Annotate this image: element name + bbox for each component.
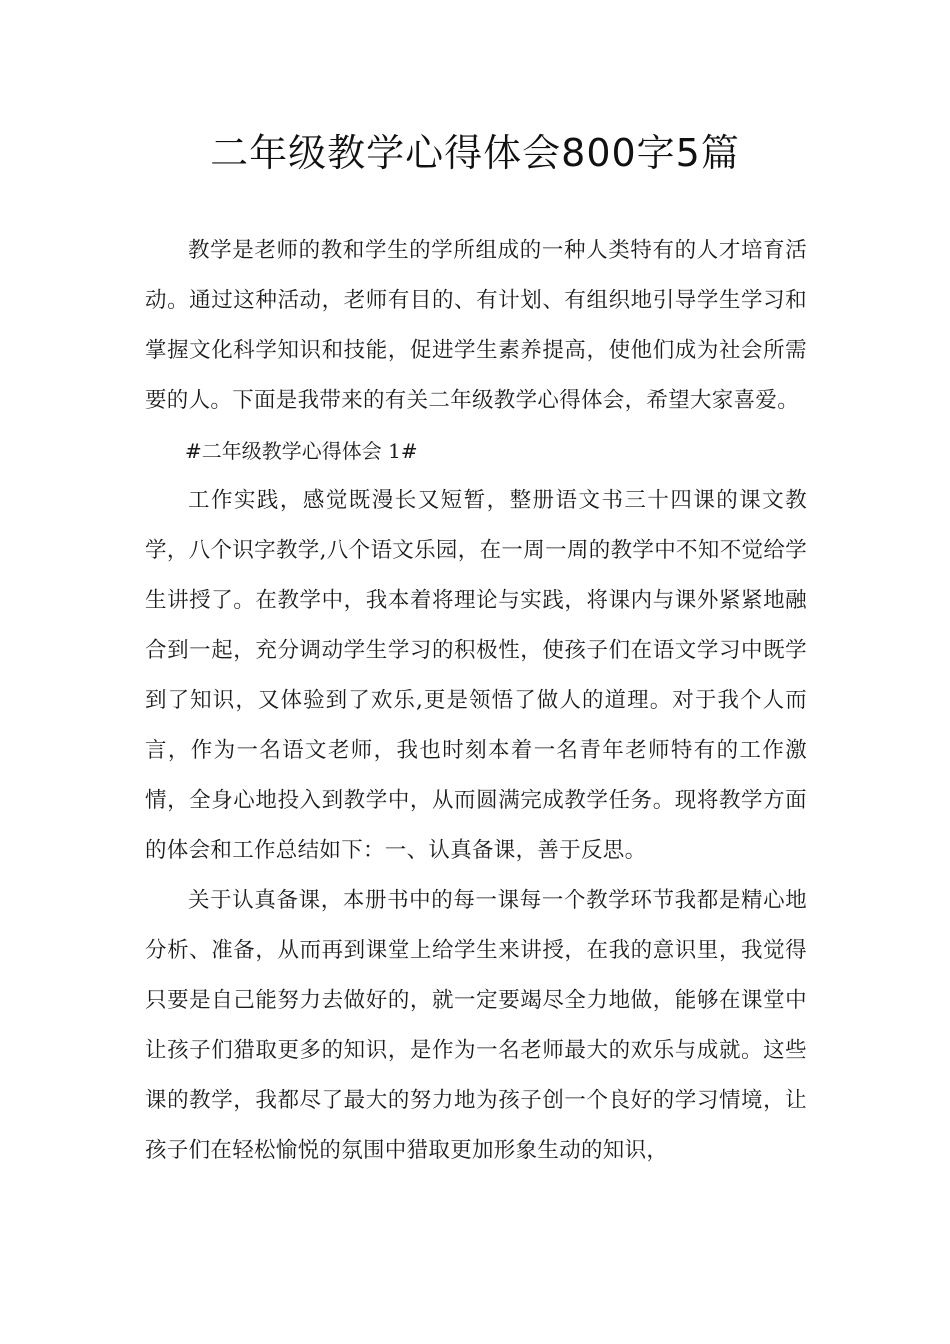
body-paragraph-2: 关于认真备课，本册书中的每一课每一个教学环节我都是精心地分析、准备，从而再到课堂上给学生来讲授，在我的意识里，我觉得只要是自己能努力去做好的，就一定要竭尽全力地做，能够在课堂中让孩子们猎取更多的知识，是作为一名老师最大的欢乐与成就。这些课的教学，我都尽了最大的努力地为孩子创一个良好的学习情境，让孩子们在轻松愉悦的氛围中猎取更加形象生动的知识， [145,888,807,1163]
body-paragraph-1: 工作实践，感觉既漫长又短暂，整册语文书三十四课的课文教学，八个识字教学,八个语文乐园，在一周一周的教学中不知不觉给学生讲授了。在教学中，我本着将理论与实践，将课内与课外紧紧地融合到一起，充分调动学生学习的积极性，使孩子们在语文学习中既学到了知识，又体验到了欢乐,更是领悟了做人的道理。对于我个人而言，作为一名语文老师，我也时刻本着一名青年老师特有的工作激情，全身心地投入到教学中，从而圆满完成教学任务。现将教学方面的体会和工作总结如下：一、认真备课，善于反思。 [145,488,807,863]
section-heading-1: #二年级教学心得体会 1# [185,439,418,463]
document-title: 二年级教学心得体会800字5篇 [210,131,740,175]
intro-paragraph: 教学是老师的教和学生的学所组成的一种人类特有的人才培育活动。通过这种活动，老师有目的、有计划、有组织地引导学生学习和掌握文化科学知识和技能，促进学生素养提高，使他们成为社会所需要的人。下面是我带来的有关二年级教学心得体会，希望大家喜爱。 [145,238,807,413]
document-body [145,226,807,1176]
